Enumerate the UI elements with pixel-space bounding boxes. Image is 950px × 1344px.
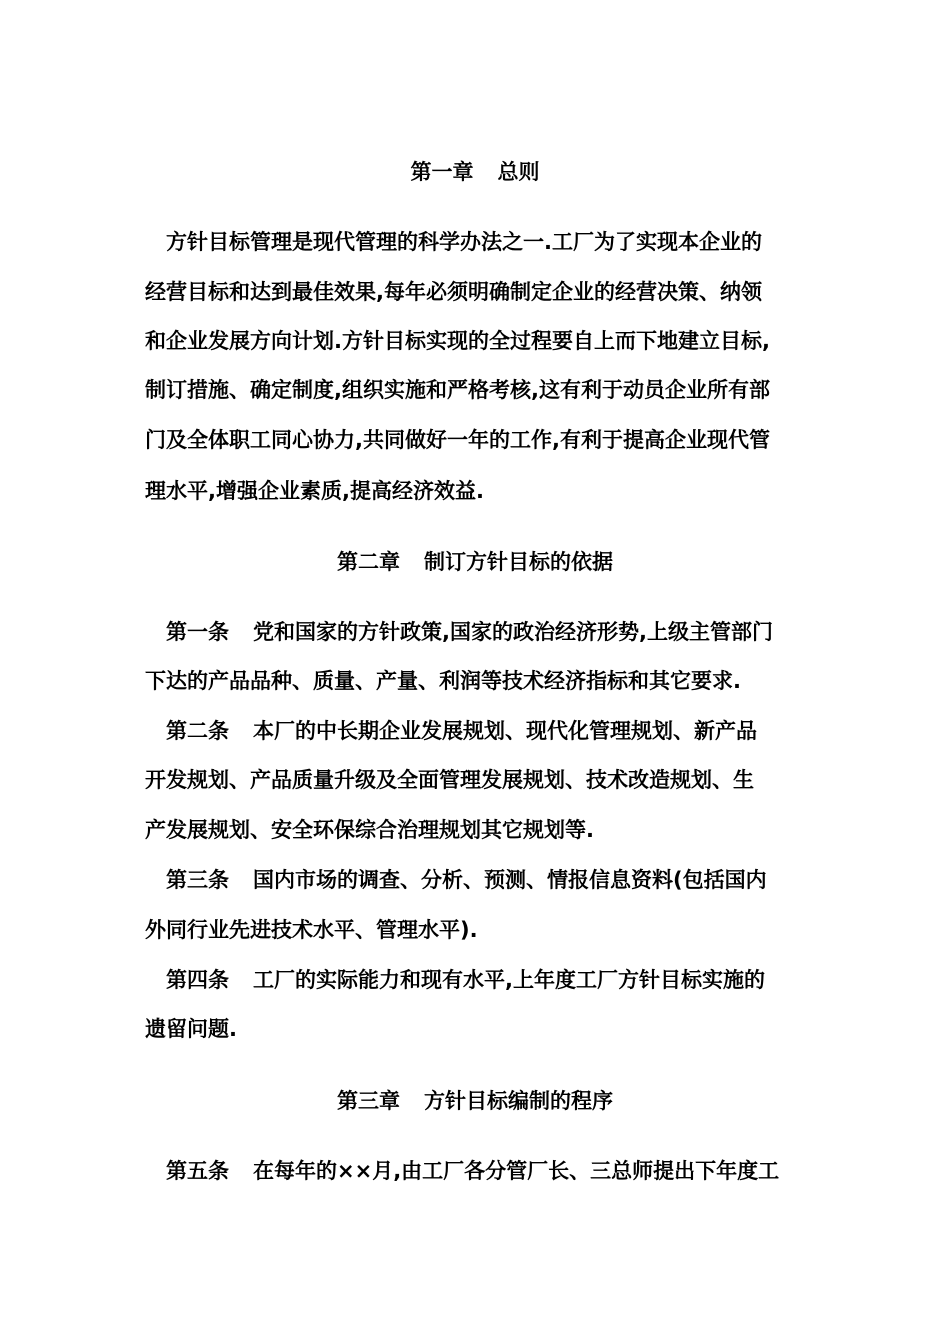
article-4	[166, 966, 836, 994]
article-text: 国内市场的调查、分析、预测、情报信息资料(包括国内	[253, 868, 767, 892]
article-label: 第三条	[166, 868, 229, 892]
article-label: 第五条	[166, 1159, 229, 1183]
paragraph-line: 门及全体职工同心协力,共同做好一年的工作,有利于提高企业现代管	[145, 428, 770, 452]
paragraph-line: 理水平,增强企业素质,提高经济效益.	[145, 479, 484, 503]
article-continuation: 下达的产品品种、质量、产量、利润等技术经济指标和其它要求.	[145, 669, 741, 693]
article-label: 第一条	[166, 620, 229, 644]
chapter-2-number: 第二章	[337, 550, 400, 574]
article-continuation: 外同行业先进技术水平、管理水平).	[145, 918, 478, 942]
article-text: 在每年的××月,由工厂各分管厂长、三总师提出下年度工	[253, 1159, 780, 1183]
chapter-3-number: 第三章	[337, 1089, 400, 1113]
chapter-3-name: 方针目标编制的程序	[424, 1089, 613, 1113]
article-2	[166, 717, 836, 745]
paragraph-line: 和企业发展方向计划.方针目标实现的全过程要自上而下地建立目标,	[145, 329, 770, 353]
article-continuation: 开发规划、产品质量升级及全面管理发展规划、技术改造规划、生	[145, 768, 754, 792]
chapter-1-title	[0, 158, 950, 186]
article-1	[166, 618, 836, 646]
chapter-3-title	[0, 1087, 950, 1115]
article-label: 第四条	[166, 968, 229, 992]
paragraph-line: 方针目标管理是现代管理的科学办法之一.工厂为了实现本企业的	[166, 230, 762, 254]
chapter-1-name: 总则	[497, 160, 540, 184]
paragraph-line: 制订措施、确定制度,组织实施和严格考核,这有利于动员企业所有部	[145, 378, 770, 402]
paragraph-line: 经营目标和达到最佳效果,每年必须明确制定企业的经营决策、纳领	[145, 280, 762, 304]
article-3	[166, 866, 836, 894]
article-5	[166, 1157, 836, 1185]
article-text: 党和国家的方针政策,国家的政治经济形势,上级主管部门	[253, 620, 773, 644]
article-continuation: 产发展规划、安全环保综合治理规划其它规划等.	[145, 818, 594, 842]
chapter-1-number: 第一章	[410, 160, 474, 184]
article-label: 第二条	[166, 719, 229, 743]
chapter-2-name: 制订方针目标的依据	[424, 550, 613, 574]
article-text: 工厂的实际能力和现有水平,上年度工厂方针目标实施的	[253, 968, 765, 992]
chapter-2-title	[0, 548, 950, 576]
article-continuation: 遗留问题.	[145, 1017, 237, 1041]
article-text: 本厂的中长期企业发展规划、现代化管理规划、新产品	[253, 719, 757, 743]
